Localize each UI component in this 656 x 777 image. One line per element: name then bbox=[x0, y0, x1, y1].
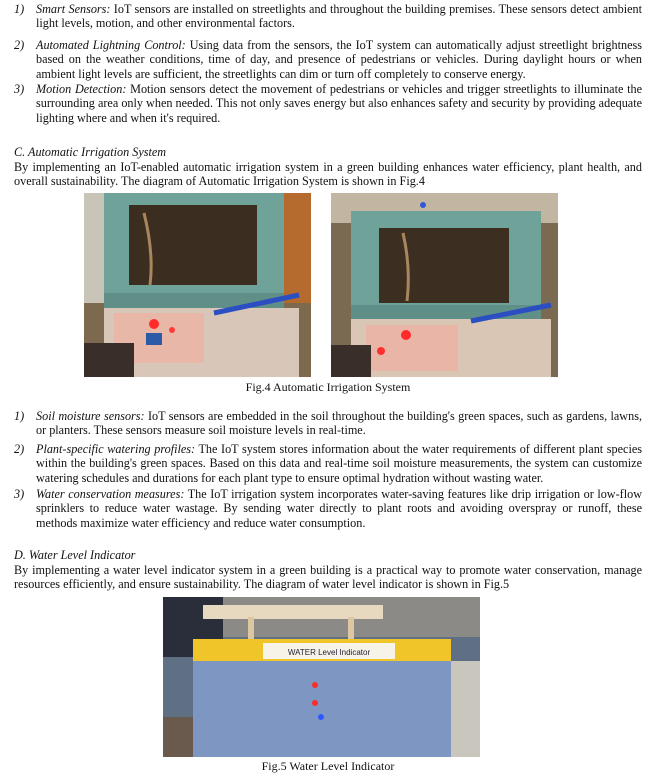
list-item bbox=[14, 38, 642, 81]
item-lead: Motion Detection: bbox=[36, 82, 127, 96]
item-text: Motion sensors detect the movement of pedestrians or vehicles and trigger streetlights to illuminate the surrounding area only when needed. This not only saves energy but also enhances safety and security by providing adequate lighting where and when it's required. bbox=[36, 82, 642, 125]
item-text: Using data from the sensors, the IoT system can automatically adjust streetlight brightness based on the weather conditions, time of day, and presence of pedestrians or vehicles. During daylight hours or when ambient light levels are sufficient, the streetlights can dim or turn off completely to conserve energy. bbox=[36, 38, 642, 81]
item-lead: Plant-specific watering profiles: bbox=[36, 442, 196, 456]
item-text: IoT sensors are embedded in the soil throughout the building's green spaces, such as gardens, lawns, or planters. These sensors measure soil moisture levels in real-time. bbox=[36, 409, 642, 438]
irrigation-photo-right bbox=[331, 193, 558, 377]
item-number: 3) bbox=[14, 487, 25, 501]
section-intro: By implementing an IoT-enabled automatic irrigation system in a green building enhances water efficiency, plant health, and overall sustainability. The diagram of Automatic Irrigation System is shown in Fig.4 bbox=[14, 160, 642, 189]
irrigation-photo-left bbox=[84, 193, 311, 377]
item-lead: Smart Sensors: bbox=[36, 2, 111, 16]
item-number: 2) bbox=[14, 38, 25, 52]
section-intro: By implementing a water level indicator system in a green building is a practical way to promote water conservation, manage resources efficiently, and ensure sustainability. The diagram of water level indicator is shown in Fig.5 bbox=[14, 563, 642, 592]
list-item bbox=[14, 82, 642, 125]
list-item bbox=[14, 442, 642, 485]
item-text: IoT sensors are installed on streetlights and throughout the building premises. These sensors detect ambient light levels, motion, and other environmental factors. bbox=[36, 2, 642, 31]
item-lead: Automated Lightning Control: bbox=[36, 38, 186, 52]
item-number: 3) bbox=[14, 82, 25, 96]
item-text: The IoT system stores information about the water requirements of different plant species within the building's green spaces. Based on this data and real-time soil moisture measurements, the system can customize watering schedules and durations for each plant type to ensure optimal hydration without wasting water. bbox=[36, 442, 642, 485]
item-number: 2) bbox=[14, 442, 25, 456]
list-item bbox=[14, 2, 642, 31]
item-number: 1) bbox=[14, 2, 25, 16]
item-number: 1) bbox=[14, 409, 25, 423]
list-item bbox=[14, 487, 642, 530]
list-item bbox=[14, 409, 642, 438]
item-lead: Water conservation measures: bbox=[36, 487, 185, 501]
figure-caption: Fig.5 Water Level Indicator bbox=[261, 759, 395, 773]
item-text: The IoT irrigation system incorporates water-saving features like drip irrigation or low-flow sprinklers to reduce water wastage. By sending water directly to plant roots and avoiding overspray or runoff, these methods maximize water efficiency and reduce water consumption. bbox=[36, 487, 643, 530]
section-heading: D. Water Level Indicator bbox=[14, 548, 136, 562]
figure-caption: Fig.4 Automatic Irrigation System bbox=[245, 380, 411, 394]
section-heading: C. Automatic Irrigation System bbox=[14, 145, 167, 159]
water-level-photo bbox=[163, 597, 480, 757]
photo-label: WATER Level Indicator bbox=[287, 648, 371, 657]
item-lead: Soil moisture sensors: bbox=[36, 409, 145, 423]
